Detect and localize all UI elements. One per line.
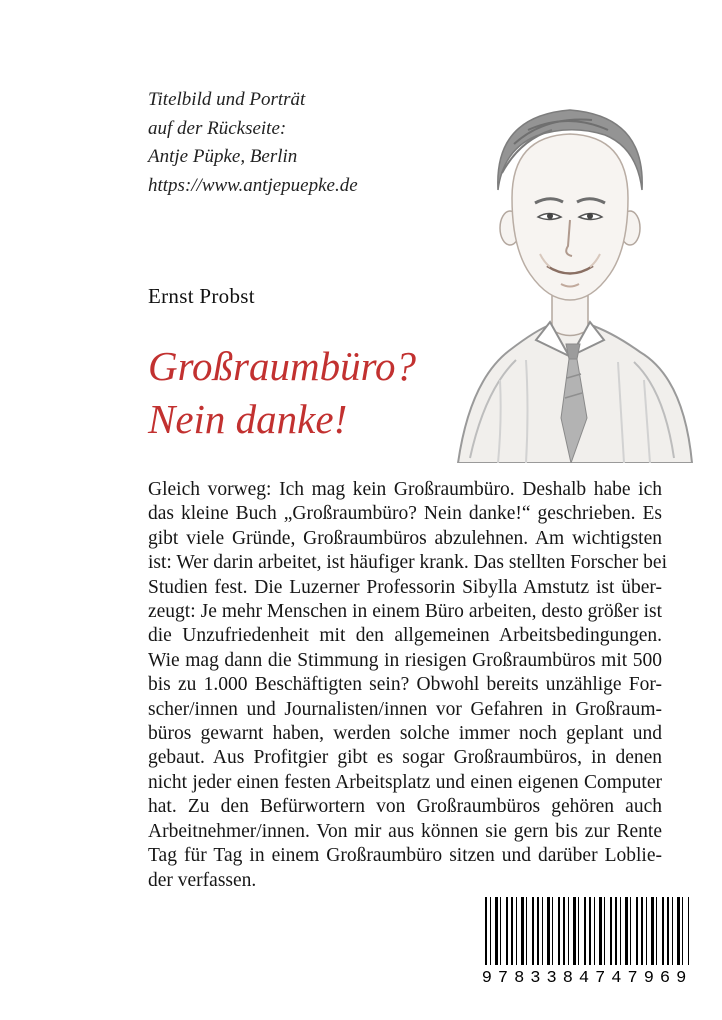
blurb-line: Gleich vorweg: Ich mag kein Großraumbüro. Deshalb habe ich xyxy=(148,479,662,500)
blurb-line: die Unzufriedenheit mit den allgemeinen Arbeitsbedingungen. xyxy=(148,625,662,647)
blurb-line: büros gewarnt haben, werden solche immer noch geplant und xyxy=(148,723,662,745)
credits-line: Antje Püpke, Berlin xyxy=(148,146,298,167)
blurb-line: der verfassen. xyxy=(148,869,257,891)
blurb-line: hat. Zu den Befürwortern von Großraumbüros gehören auch xyxy=(148,796,662,818)
blurb-line: zeugt: Je mehr Menschen in einem Büro arbeiten, desto größer ist xyxy=(148,601,662,623)
blurb-line: gebaut. Aus Profitgier gibt es sogar Großraumbüros, in denen xyxy=(148,747,662,769)
author-name: Ernst Probst xyxy=(148,284,255,308)
author-portrait-sketch xyxy=(440,78,700,463)
blurb-line: scher/innen und Journalisten/innen vor Gefahren in Großraum- xyxy=(148,698,662,720)
book-title xyxy=(148,340,478,447)
blurb-line: gibt viele Gründe, Großraumbüros abzulehnen. Am wichtigsten xyxy=(148,527,662,549)
blurb-line: nicht jeder einen festen Arbeitsplatz und einen eigenen Computer xyxy=(148,771,662,793)
credits-line: auf der Rückseite: xyxy=(148,117,287,139)
blurb-line: ist: Wer darin arbeitet, ist häufiger krank. Das stellten Forscher bei xyxy=(148,552,667,574)
blurb-line: das kleine Buch „Großraumbüro? Nein danke!“ geschrieben. Es xyxy=(148,503,662,525)
isbn-barcode xyxy=(479,891,695,999)
cover-credits xyxy=(148,86,428,200)
blurb-line: Arbeitnehmer/innen. Von mir aus können sie gern bis zur Rente xyxy=(148,820,662,842)
blurb-line: bis zu 1.000 Beschäftigten sein? Obwohl bereits unzählige For- xyxy=(148,674,662,696)
book-title-line: Nein danke! xyxy=(148,396,348,443)
blurb-line: Wie mag dann die Stimmung in riesigen Großraumbüros mit 500 xyxy=(148,649,662,671)
blurb-text xyxy=(148,478,667,893)
isbn-number: 9783384747969 xyxy=(481,969,693,988)
barcode-bars-icon xyxy=(485,897,689,965)
portrait-drawing-icon xyxy=(440,78,700,463)
credits-url: https://www.antjepuepke.de xyxy=(148,174,358,196)
book-title-line: Großraumbüro? xyxy=(148,343,417,389)
blurb-line: Studien fest. Die Luzerner Professorin Sibylla Amstutz ist über- xyxy=(148,576,662,598)
credits-line: Titelbild und Porträt xyxy=(148,89,306,110)
blurb-line: Tag für Tag in einem Großraumbüro sitzen und darüber Loblie- xyxy=(148,845,662,867)
